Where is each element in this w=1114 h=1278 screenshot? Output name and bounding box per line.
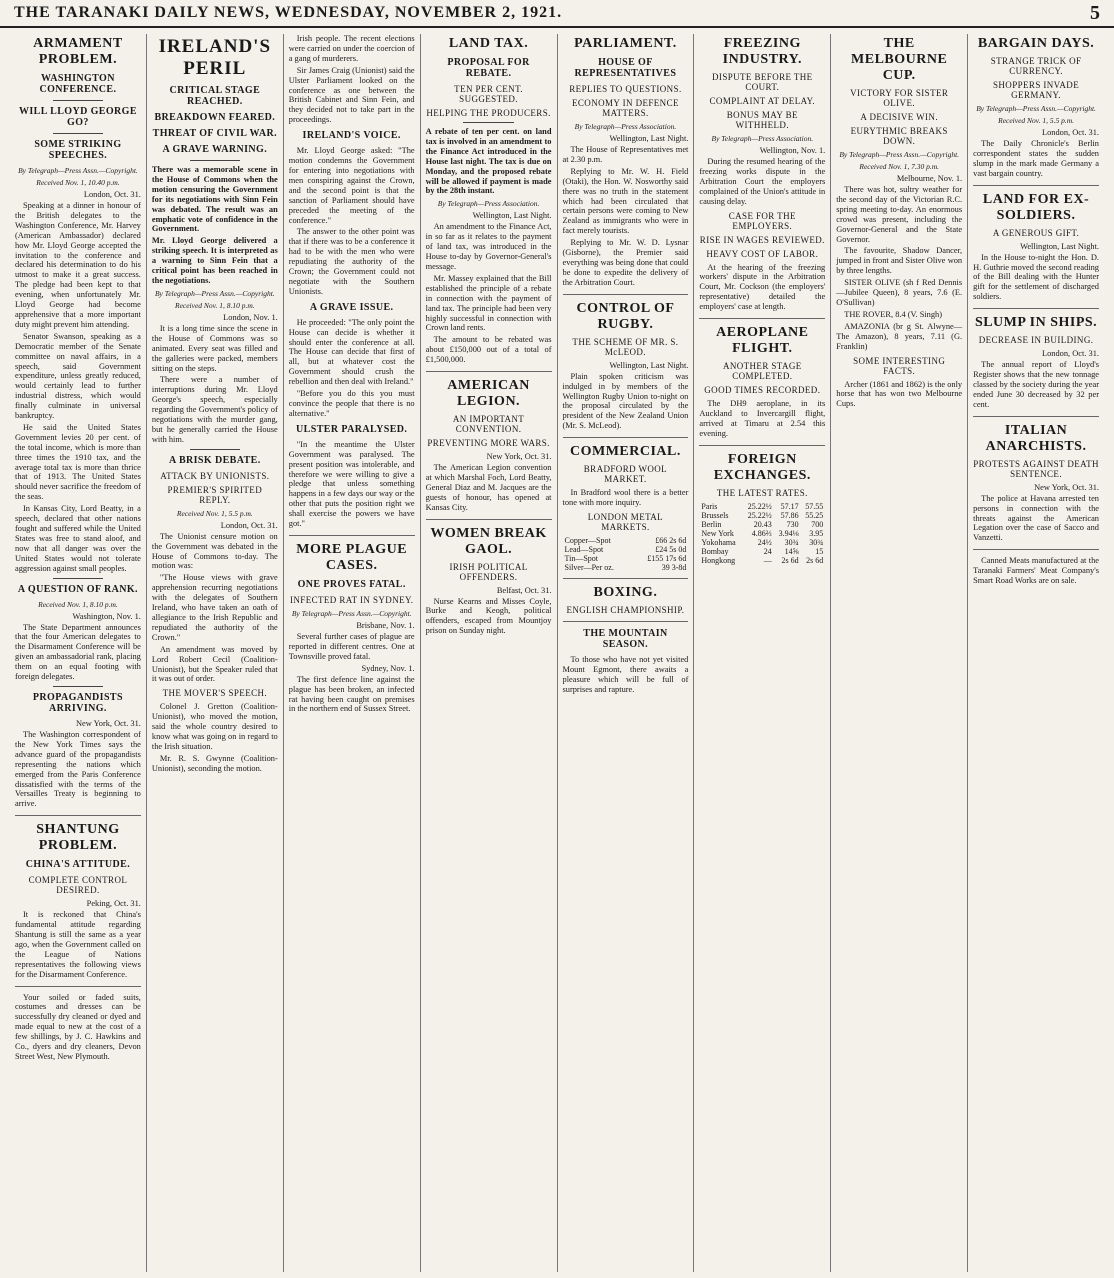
dateline: Washington, Nov. 1.: [72, 611, 141, 621]
paragraph: It is a long time since the scene in the House of Commons was so animated. Every seat was filled and the galleries were packed, members sitting on the steps.: [151, 323, 278, 373]
headline: MORE PLAGUE CASES.: [296, 541, 408, 573]
dateline: Wellington, Nov. 1.: [759, 146, 826, 155]
paragraph: The American Legion convention at which Marshal Foch, Lord Beatty, General Diaz and M. Jacques are the guests of honour, has opened at Kansas City.: [425, 463, 552, 512]
article-aeroplane-flight: [699, 325, 825, 439]
dateline: Wellington, Last Night.: [472, 211, 552, 221]
race-result: THE ROVER, 8.4 (V. Singh): [844, 309, 943, 319]
headline: SHANTUNG PROBLEM.: [36, 822, 120, 854]
subheading: SOME STRIKING SPEECHES.: [34, 139, 122, 161]
wire-credit: By Telegraph—Press Assn.—Copyright.: [18, 166, 138, 175]
paragraph: The Daily Chronicle's Berlin correspondent states the sudden slump in the mark made Germany a vast bargain country.: [973, 139, 1099, 178]
table-row: Tin—Spot £155 17s 6d: [564, 553, 687, 563]
subheading: THREAT OF CIVIL WAR.: [152, 128, 277, 139]
headline: ARMAMENT PROBLEM.: [33, 36, 123, 67]
column-1: [10, 34, 147, 1272]
subheading: A GRAVE ISSUE.: [309, 301, 394, 313]
paragraph: Senator Swanson, speaking as a Democratic member of the Senate committee on naval affairs, in a speech, said Government expenditure, unless greatly reduced, would certainly lead to further industrial distress, which would finally culminate in universal bankruptcy.: [15, 331, 141, 421]
paragraph: The annual report of Lloyd's Register shows that the new tonnage classed by the society during the year ended June 30 decreased by 32 per cent.: [973, 360, 1099, 409]
headline: PARLIAMENT.: [574, 36, 677, 51]
subheading: GOOD TIMES RECORDED.: [704, 385, 821, 396]
received-line: Received Nov. 1, 8.10 p.m.: [174, 300, 255, 310]
paragraph: The answer to the other point was that if there was to be a conference it had to be with the men who were repudiating the authority of the Crown; the Government could not negotiate with the Southern Unionists.: [288, 227, 415, 296]
subheading: STRANGE TRICK OF CURRENCY.: [990, 56, 1082, 76]
table-row: Hongkong — 2s 6d 2s 6d: [701, 555, 824, 565]
paragraph: An amendment to the Finance Act, in so far as it relates to the payment of land tax, was introduced in the House to-day by Governor-General's message.: [425, 222, 552, 271]
article-irelands-peril: [152, 36, 278, 774]
subheading: PROPAGANDISTS ARRIVING.: [32, 691, 123, 714]
paragraph: There were a number of interruptions during Mr. Lloyd George's speech, especially regarding the Government's policy of negotiations with the murder gang, but he generally carried the House with him.: [151, 375, 278, 444]
dateline: London, Oct. 31.: [1042, 128, 1099, 137]
dateline: New York, Oct. 31.: [75, 718, 141, 728]
subheading: THE MOVER'S SPEECH.: [162, 688, 268, 699]
table-row: Bombay 24 14⅝ 15: [701, 546, 824, 556]
dateline: London, Oct. 31.: [83, 190, 141, 199]
headline: AEROPLANE FLIGHT.: [716, 325, 809, 357]
paragraph: The Washington correspondent of the New York Times says the advance guard of the propagandists representing the nations which emerged from the Paris Conference dissatisfied with the terms of the Versailles Treaty is beginning to arrive.: [15, 729, 141, 809]
paragraph: "The House views with grave apprehension recurring negotiations with the delegates of Southern Ireland, who have taken an oath of allegiance to the Irish Republic and repudiated the authority of the Crown.": [151, 573, 278, 642]
headline: FOREIGN EXCHANGES.: [713, 451, 811, 483]
dateline: Wellington, Last Night.: [609, 360, 689, 370]
paragraph: To those who have not yet visited Mount Egmont, there awaits a pleasure which will be full of surprises and rapture.: [562, 654, 689, 694]
subheading: WILL LLOYD GEORGE GO?: [18, 106, 137, 128]
masthead-title: THE TARANAKI DAILY NEWS, WEDNESDAY, NOVEMBER 2, 1921.: [14, 4, 563, 21]
paragraph: Mr. Lloyd George asked: "The motion condemns the Government for entering into negotiations with men conspiring against the Crown, and the second point is that the sanction of Parliament should have preceded the meeting of the conference.": [288, 146, 415, 225]
page-number: 5: [1090, 1, 1100, 24]
column-8: [968, 34, 1104, 1272]
subheading: THE MOUNTAIN SEASON.: [583, 627, 668, 650]
paragraph: An amendment was moved by Lord Robert Cecil (Coalition-Unionist), but the Speaker ruled that it was out of order.: [151, 644, 278, 684]
article-shantung-problem: [15, 822, 141, 979]
subheading: A GRAVE WARNING.: [162, 144, 268, 155]
subheading: BONUS MAY BE WITHHELD.: [726, 110, 798, 130]
subheading: SOME INTERESTING FACTS.: [853, 355, 946, 376]
dateline: London, Oct. 31.: [1042, 349, 1099, 359]
article-freezing-industry: [699, 36, 825, 312]
dateline: New York, Oct. 31.: [486, 452, 552, 462]
paragraph: In the House to-night the Hon. D. H. Guthrie moved the second reading of the Bill dealing with the Hunter gift for the settlement of discharged soldiers.: [973, 252, 1099, 302]
paragraph: The favourite, Shadow Dancer, jumped in front and Sister Olive won by three lengths.: [836, 246, 963, 276]
paragraph: During the resumed hearing of the freezing works dispute in the Arbitration Court the employers complained of the Union's attitude in causing delay.: [699, 157, 826, 206]
table-row: Yokohama 24½ 30¾ 30¾: [701, 537, 824, 547]
article-foreign-exchanges: [699, 452, 825, 565]
subheading: HEAVY COST OF LABOR.: [706, 248, 819, 259]
subheading: A QUESTION OF RANK.: [17, 583, 138, 595]
dateline: Melbourne, Nov. 1.: [896, 174, 963, 183]
paragraph: There was hot, sultry weather for the second day of the Victorian R.C. spring meeting to-day. An enormous crowd was present, including the Governor-General and the State Governor.: [836, 185, 963, 244]
subheading: WASHINGTON CONFERENCE.: [39, 73, 117, 95]
subheading: THE LATEST RATES.: [716, 487, 808, 498]
subheading: PREVENTING MORE WARS.: [427, 438, 550, 449]
paragraph: In Bradford wool there is a better tone with more inquiry.: [562, 488, 689, 508]
article-bargain-days: [973, 36, 1099, 179]
column-7: [831, 34, 968, 1272]
dateline: Sydney, Nov. 1.: [361, 663, 415, 673]
subheading: PROTESTS AGAINST DEATH SENTENCE.: [973, 458, 1099, 479]
paragraph: At the hearing of the freezing workers' dispute in the Arbitration Court, Mr. Cockson (the employers' representative) detailed the employers' case at length.: [699, 262, 826, 312]
subheading: COMPLETE CONTROL DESIRED.: [28, 875, 128, 896]
headline: BOXING.: [593, 584, 658, 600]
dateline: New York, Oct. 31.: [1034, 482, 1099, 492]
lead-paragraph: Mr. Lloyd George delivered a striking speech. It is interpreted as a warning to Sinn Fein that a critical point has been reached in the negotiations.: [151, 236, 278, 285]
paragraph: "In the meantime the Ulster Government was paralysed. The present position was intolerable, and therefore we were willing to give a pledge that unless something happens in a few days our way or the other that puts the position right we shall exercise the powers we have got.": [288, 439, 415, 529]
subheading: A BRISK DEBATE.: [168, 454, 261, 466]
wire-credit: By Telegraph—Press Association.: [437, 199, 540, 209]
headline: ITALIAN ANARCHISTS.: [985, 422, 1087, 454]
subheading: AN IMPORTANT CONVENTION.: [452, 414, 525, 435]
subheading: HELPING THE PRODUCERS.: [426, 108, 551, 118]
subheading: A DECISIVE WIN.: [860, 112, 938, 122]
subheading: INFECTED RAT IN SYDNEY.: [290, 594, 414, 605]
wire-credit: By Telegraph—Press Assn.—Copyright.: [839, 150, 960, 159]
paragraph: In Kansas City, Lord Beatty, in a speech, declared that other nations fought and suffered while the United States was free to stand aloof, and now that all danger was over the United States would not tolerate aggression against small peoples.: [15, 504, 141, 573]
headline: WOMEN BREAK GAOL.: [430, 525, 547, 557]
article-slump-in-ships: [973, 315, 1099, 410]
headline: COMMERCIAL.: [569, 444, 681, 460]
subheading: DECREASE IN BUILDING.: [978, 335, 1094, 346]
paragraph: The police at Havana arrested ten persons in connection with the threats against the American Legation over the case of Sacco and Vanzetti.: [973, 493, 1099, 543]
received-line: Received Nov. 1, 10.40 p.m.: [36, 178, 120, 187]
article-land-for-ex-soldiers: [973, 192, 1099, 303]
headline: BARGAIN DAYS.: [977, 36, 1095, 51]
column-5: [558, 34, 695, 1272]
subheading: ECONOMY IN DEFENCE MATTERS.: [572, 98, 679, 118]
headline: SLUMP IN SHIPS.: [974, 315, 1098, 331]
article-american-legion: [426, 378, 552, 513]
column-3: [284, 34, 421, 1272]
dateline: Belfast, Oct. 31.: [496, 585, 552, 595]
lead-paragraph: There was a memorable scene in the House of Commons when the motion censuring the Government for its negotiations with Sinn Fein was debated. The result was an emphatic vote of confidence in the Government.: [151, 165, 278, 234]
headline: CONTROL OF RUGBY.: [576, 300, 675, 332]
subheading: TEN PER CENT. SUGGESTED.: [454, 84, 523, 104]
table-row: Silver—Per oz. 39 3-8d: [564, 562, 687, 572]
paragraph: He said the United States Government levies 20 per cent. of the total income, which is more than three times the 1910 tax, and the average total tax is more than thrice that of 1913. The United States should never sacrifice the freedom of the seas.: [15, 422, 141, 502]
advertisement: Canned Meats manufactured at the Taranaki Farmers' Meat Company's Smart Road Works are on sale.: [973, 556, 1099, 586]
subheading: VICTORY FOR SISTER OLIVE.: [850, 88, 949, 108]
subheading: CASE FOR THE EMPLOYERS.: [728, 210, 796, 231]
dateline: Wellington, Last Night.: [609, 134, 689, 143]
paragraph: The amount to be rebated was about £150,000 out of a total of £1,500,000.: [425, 335, 552, 365]
paragraph: The State Department announces that the four American delegates to the Disarmament Conference will be given an ambassadorial rank, placing them on an equal footing with foreign delegates.: [15, 622, 141, 682]
subheading: DISPUTE BEFORE THE COURT.: [712, 72, 813, 92]
column-4: [421, 34, 558, 1272]
paragraph: Mr. R. S. Gwynne (Coalition-Unionist), seconding the motion.: [151, 753, 278, 773]
paragraph: It is reckoned that China's fundamental attitude regarding Shantung is still the same as a year ago, when the Government called on the League of Nations representatives the following views for the Disarmament Conference.: [15, 910, 141, 979]
received-line: Received Nov. 1, 5.5 p.m.: [176, 508, 253, 518]
lead-paragraph: A rebate of ten per cent. on land tax is involved in an amendment to the Finance Act introduced in the House last night. The tax is due on Monday, and the proposed rebate will be allowed if payment is made by the 28th instant.: [425, 127, 552, 196]
race-result: AMAZONIA (br g St. Alwyne—The Amazon), 8 years, 7.11 (G. Franklin): [836, 321, 963, 351]
subheading: BRADFORD WOOL MARKET.: [583, 464, 668, 485]
paragraph: Sir James Craig (Unionist) said the Ulster Parliament looked on the conference as one between the British Cabinet and Sinn Fein, and they decided not to take part in the proceedings.: [288, 65, 415, 125]
subheading: HOUSE OF REPRESENTATIVES: [574, 57, 677, 79]
masthead: [0, 0, 1114, 28]
column-6: [694, 34, 831, 1272]
article-armament-problem: [15, 36, 141, 809]
advertisement: Your soiled or faded suits, costumes and dresses can be successfully dry cleaned or dyed and made equal to new at the cost of a few shillings, by J. C. Hawkins and Co., dyers and dry cleaners, Devon Street West, New Plymouth.: [15, 992, 141, 1061]
subheading: IRISH POLITICAL OFFENDERS.: [449, 561, 528, 582]
headline: LAND FOR EX-SOLDIERS.: [982, 191, 1090, 223]
dateline: Brisbane, Nov. 1.: [356, 620, 415, 630]
wire-credit: By Telegraph—Press Association.: [711, 134, 814, 143]
subheading: IRELAND'S VOICE.: [302, 130, 401, 142]
dateline: London, Nov. 1.: [223, 312, 278, 322]
wire-credit: By Telegraph—Press Assn.—Copyright.: [976, 104, 1096, 113]
wire-credit: By Telegraph—Press Assn.—Copyright.: [291, 608, 412, 618]
article-more-plague-cases: [289, 542, 415, 714]
paragraph: The Unionist censure motion on the Government was debated in the House of Commons to-day. The motion was:: [151, 531, 278, 571]
received-line: Received Nov. 1, 5.5 p.m.: [998, 116, 1074, 125]
subheading: A GENEROUS GIFT.: [992, 227, 1080, 238]
article-melbourne-cup: [836, 36, 962, 409]
article-italian-anarchists: [973, 423, 1099, 544]
paragraph: Speaking at a dinner in honour of the British delegates to the Washington Conference, Mr. Harvey (American Ambassador) declared how Mr. Lloyd George accepted the invitation to the conference and declared his determination to do his utmost to make it a great success. The pledge had been kept to that evening, when unfortunately Mr. Lloyd George had become apprehensive that a more important duty might prevent him attending.: [15, 201, 141, 329]
subheading: ONE PROVES FATAL.: [297, 578, 406, 590]
paragraph: He proceeded: "The only point the House can decide is whether it should enter the conference at all. The House can decide that first of all, but at whatever cost the Government should crush the rebellion and then deal with Ireland.": [288, 317, 415, 387]
subheading: THE SCHEME OF MR. S. McLEOD.: [572, 336, 679, 357]
headline: THE MELBOURNE CUP.: [851, 36, 948, 83]
paragraph: Colonel J. Gretton (Coalition-Unionist), who moved the motion, said the whole country desired to know what was going on in regard to the Irish situation.: [151, 702, 278, 751]
headline: LAND TAX.: [448, 36, 529, 51]
subheading: CRITICAL STAGE REACHED.: [169, 85, 261, 107]
paragraph: Archer (1861 and 1862) is the only horse that has won two Melbourne Cups.: [836, 379, 963, 409]
paragraph: Nurse Kearns and Misses Coyle, Burke and Keogh, political offenders, escaped from Mountjoy prison on Sunday night.: [425, 596, 552, 636]
paragraph: Several further cases of plague are reported in different centres. One at Townsville proved fatal.: [288, 631, 415, 661]
subheading: COMPLAINT AT DELAY.: [709, 96, 816, 106]
article-women-break-gaol: [426, 526, 552, 637]
article-boxing: [563, 585, 689, 615]
table-row: Copper—Spot £66 2s 6d: [564, 535, 687, 545]
subheading: RISE IN WAGES REVIEWED.: [699, 234, 825, 245]
paragraph: The House of Representatives met at 2.30 p.m.: [562, 145, 689, 164]
paragraph: Replying to Mr. W. D. Lysnar (Gisborne), the Premier said everything was being done that could be done to expedite the delivery of the Arbitration Court.: [562, 238, 689, 287]
subheading: ENGLISH CHAMPIONSHIP.: [566, 604, 685, 615]
table-row: New York 4.86⅔ 3.94⅛ 3.95: [701, 528, 824, 538]
race-result: SISTER OLIVE (sh f Red Dennis—Jubilee Queen), 8 years, 7.6 (E. O'Sullivan): [836, 278, 963, 307]
wire-credit: By Telegraph—Press Association.: [574, 122, 677, 131]
received-line: Received Nov. 1, 8.10 p.m.: [38, 599, 118, 609]
paragraph: Mr. Massey explained that the Bill established the principle of a rebate in connection with the payment of land tax. The principle had been very highly successful in connection with Crown land rents.: [425, 273, 552, 333]
subheading: LONDON METAL MARKETS.: [587, 511, 664, 532]
paragraph: Replying to Mr. W. H. Field (Otaki), the Hon. W. Nosworthy said there was no truth in the statement which had been circulated that certain persons were coming to New Zealand as immigrants who were in fact merely tourists.: [562, 166, 689, 236]
article-land-tax: [426, 36, 552, 365]
subheading: ATTACK BY UNIONISTS.: [160, 470, 270, 481]
subheading: PREMIER'S SPIRITED REPLY.: [167, 484, 263, 505]
received-line: Received Nov. 1, 7.30 p.m.: [859, 162, 939, 171]
paragraph: "Before you do this you must convince the people that there is no alternative.": [288, 389, 415, 418]
headline: AMERICAN LEGION.: [447, 378, 530, 410]
paragraph: Plain spoken criticism was indulged in by members of the Wellington Rugby Union to-night on the proposal circulated by the president of the New Zealand Union (Mr. S. McLeod).: [562, 371, 689, 431]
article-mountain-season: [563, 628, 689, 695]
paragraph: The DH9 aeroplane, in its Auckland to Invercargill flight, arrived at Timaru at 2.54 this evening.: [699, 399, 826, 438]
subheading: SHOPPERS INVADE GERMANY.: [993, 80, 1080, 100]
dateline: Peking, Oct. 31.: [86, 899, 141, 909]
article-commercial: [563, 444, 689, 572]
subheading: CHINA'S ATTITUDE.: [25, 859, 131, 871]
wire-credit: By Telegraph—Press Assn.—Copyright.: [154, 288, 275, 298]
subheading: EURYTHMIC BREAKS DOWN.: [850, 126, 948, 146]
subheading: BREAKDOWN FEARED.: [154, 112, 276, 123]
table-row: Brussels 25.22½ 57.86 55.25: [701, 510, 824, 520]
columns: [10, 34, 1104, 1272]
subheading: ULSTER PARALYSED.: [296, 423, 408, 435]
table-row: Paris 25.22½ 57.17 57.55: [701, 501, 824, 511]
subheading: PROPOSAL FOR REBATE.: [447, 57, 530, 79]
article-control-of-rugby: [563, 301, 689, 431]
headline: FREEZING INDUSTRY.: [722, 36, 802, 67]
dateline: Wellington, Last Night.: [1020, 241, 1099, 251]
dateline: London, Oct. 31.: [220, 520, 278, 530]
paragraph: Irish people. The recent elections were carried on under the coercion of a gang of murderers.: [288, 34, 415, 63]
metal-prices-table: [563, 536, 689, 572]
article-ireland-continued: [289, 34, 415, 529]
column-2: [147, 34, 284, 1272]
table-row: Berlin 20.43 730 700: [701, 519, 824, 529]
paragraph: The first defence line against the plague has been broken, an infected rat having been caught on premises in the northern end of Sussex Street.: [288, 674, 415, 714]
article-parliament: [563, 36, 689, 288]
exchange-rates-table: [699, 502, 825, 565]
subheading: ANOTHER STAGE COMPLETED.: [722, 361, 802, 382]
table-row: Lead—Spot £24 5s 0d: [564, 544, 687, 554]
headline: IRELAND'S PERIL: [158, 36, 272, 79]
subheading: REPLIES TO QUESTIONS.: [569, 84, 682, 94]
